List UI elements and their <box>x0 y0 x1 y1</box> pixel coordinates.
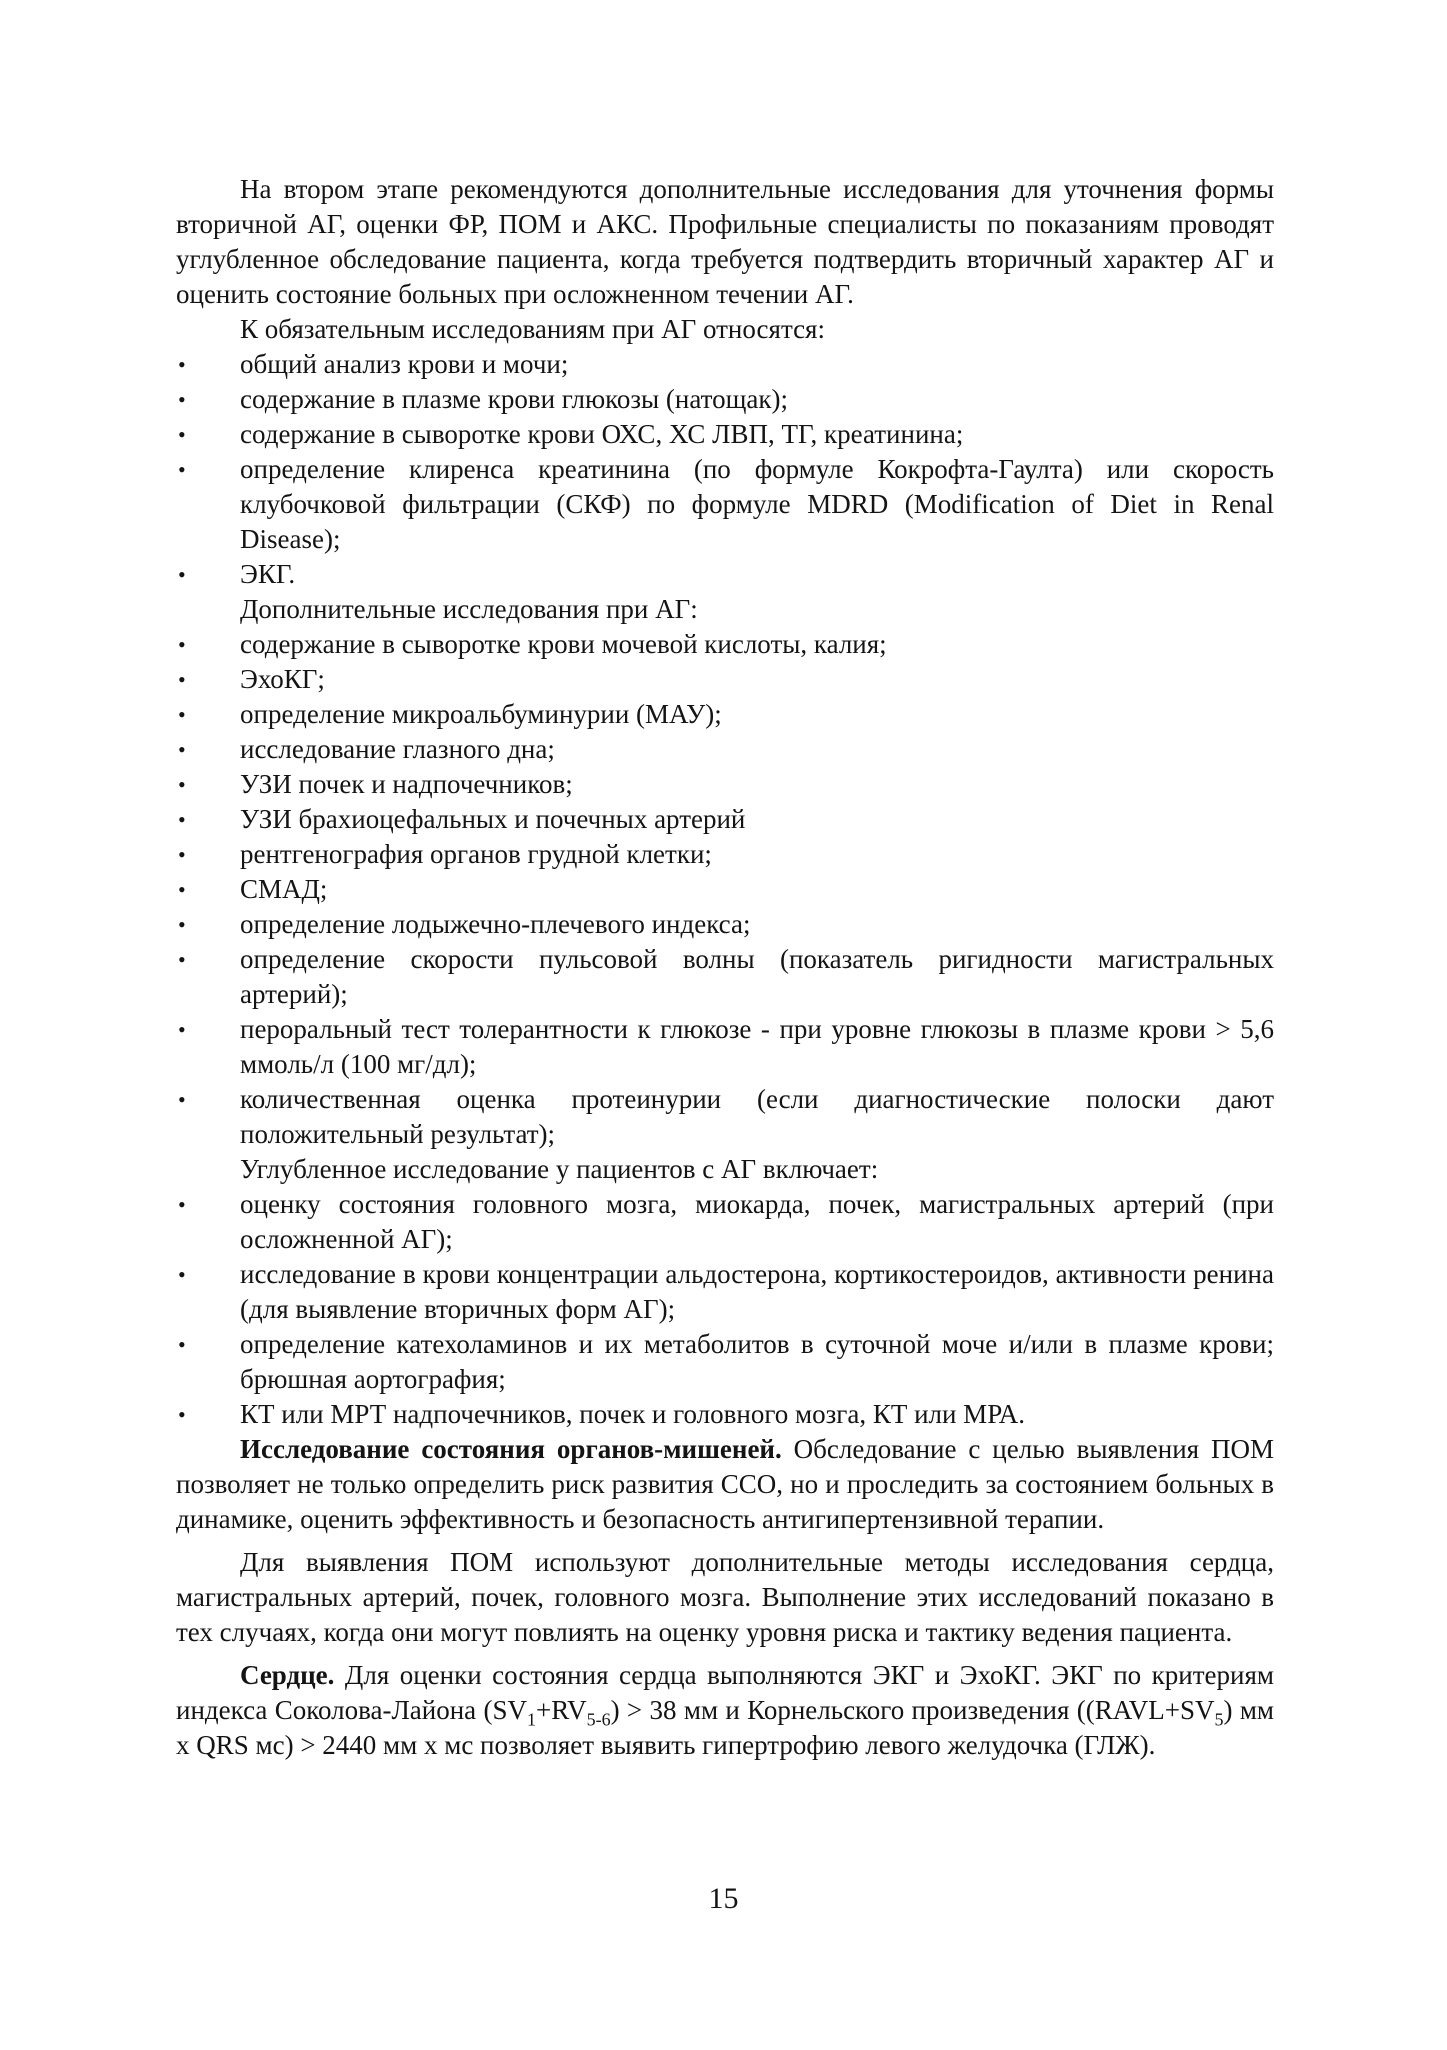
additional-heading: Дополнительные исследования при АГ: <box>240 594 698 624</box>
bullet-icon: • <box>178 387 186 412</box>
bullet-icon: • <box>178 562 186 587</box>
list-item: • УЗИ почек и надпочечников; <box>176 767 1274 802</box>
list-item: • рентгенография органов грудной клетки; <box>176 837 1274 872</box>
bullet-icon: • <box>178 737 186 762</box>
bullet-icon: • <box>178 1017 186 1042</box>
list-item: • оценку состояния головного мозга, миокарда, почек, магистральных артерий (при осложненной АГ); <box>178 1189 1274 1254</box>
additional-list <box>176 627 1274 1152</box>
page-number: 15 <box>708 1882 739 1915</box>
list-item: • пероральный тест толерантности к глюкозе - при уровне глюкозы в плазме крови > 5,6 ммоль/л (100 мг/дл); <box>178 1014 1274 1079</box>
bullet-icon: • <box>178 632 186 657</box>
bullet-icon: • <box>178 1402 186 1427</box>
bullet-icon: • <box>178 1262 186 1287</box>
list-item: • содержание в плазме крови глюкозы (натощак); <box>176 382 1274 417</box>
bullet-icon: • <box>178 947 186 972</box>
list-item: • определение катехоламинов и их метаболитов в суточной моче и/или в плазме крови; брюшная аортография; <box>178 1329 1274 1394</box>
list-item: • определение лодыжечно-плечевого индекса; <box>176 907 1274 942</box>
bullet-icon: • <box>178 457 186 482</box>
list-item: • количественная оценка протеинурии (если диагностические полоски дают положительный результат); <box>178 1084 1274 1149</box>
list-item: • КТ или МРТ надпочечников, почек и головного мозга, КТ или МРА. <box>176 1397 1274 1432</box>
intro-paragraph: На втором этапе рекомендуются дополнительные исследования для уточнения формы вторичной АГ, оценки ФР, ПОМ и АКС. Профильные специалисты по показаниям проводят углубленное обследование пациента, когда требуется подтвердить вторичный характер АГ и оценить состояние больных при осложненном течении АГ. <box>176 174 1274 309</box>
list-item: • определение микроальбуминурии (МАУ); <box>176 697 1274 732</box>
list-item: • определение скорости пульсовой волны (показатель ригидности магистральных артерий); <box>178 944 1274 1009</box>
bullet-icon: • <box>178 667 186 692</box>
bullet-icon: • <box>178 422 186 447</box>
list-item: • содержание в сыворотке крови мочевой кислоты, калия; <box>176 627 1274 662</box>
indepth-heading: Углубленное исследование у пациентов с АГ включает: <box>240 1154 879 1184</box>
list-item: • УЗИ брахиоцефальных и почечных артерий <box>176 802 1274 837</box>
list-item: • СМАД; <box>176 872 1274 907</box>
bullet-icon: • <box>178 842 186 867</box>
target-organs-paragraph: Исследование состояния органов-мишеней. Обследование с целью выявления ПОМ позволяет не только определить риск развития ССО, но и проследить за состоянием больных в динамике, оценить эффективность и безопасность антигипертензивной терапии. <box>176 1434 1274 1534</box>
heart-paragraph: Сердце. Для оценки состояния сердца выполняются ЭКГ и ЭхоКГ. ЭКГ по критериям индекса Соколова-Лайона $(SV_1+RV_{5-6}) > 38$ мм и Корнельского произведения ($(RAVL+SV_5)$ мм х QRS мс) > 2440 мм х мс позволяет выявить гипертрофию левого желудочка (ГЛЖ). <box>176 1660 1275 1760</box>
list-item: • ЭКГ. <box>176 557 1274 592</box>
list-item: • определение клиренса креатинина (по формуле Кокрофта-Гаулта) или скорость клубочковой фильтрации (СКФ) по формуле MDRD (Modification of Diet in Renal Disease); <box>178 454 1274 554</box>
list-item: • исследование глазного дна; <box>176 732 1274 767</box>
target-organs-heading: Исследование состояния органов-мишеней. <box>240 1434 782 1464</box>
mandatory-heading: К обязательным исследованиям при АГ относятся: <box>240 314 825 344</box>
bullet-icon: • <box>178 807 186 832</box>
list-item: • исследование в крови концентрации альдостерона, кортикостероидов, активности ренина (для выявление вторичных форм АГ); <box>178 1259 1274 1324</box>
list-item: • общий анализ крови и мочи; <box>176 347 1274 382</box>
bullet-icon: • <box>178 702 186 727</box>
bullet-icon: • <box>178 1087 186 1112</box>
bullet-icon: • <box>178 877 186 902</box>
list-item: • содержание в сыворотке крови ОХС, ХС ЛВП, ТГ, креатинина; <box>176 417 1274 452</box>
heart-heading: Сердце. <box>240 1660 335 1690</box>
bullet-icon: • <box>178 912 186 937</box>
page-body <box>176 172 1274 1763</box>
bullet-icon: • <box>178 1192 186 1217</box>
pom-paragraph: Для выявления ПОМ используют дополнительные методы исследования сердца, магистральных артерий, почек, головного мозга. Выполнение этих исследований показано в тех случаях, когда они могут повлиять на оценку уровня риска и тактику ведения пациента. <box>176 1547 1274 1647</box>
bullet-icon: • <box>178 772 186 797</box>
list-item: • ЭхоКГ; <box>176 662 1274 697</box>
indepth-list <box>176 1187 1274 1432</box>
bullet-icon: • <box>178 352 186 377</box>
bullet-icon: • <box>178 1332 186 1357</box>
mandatory-list <box>176 347 1274 592</box>
